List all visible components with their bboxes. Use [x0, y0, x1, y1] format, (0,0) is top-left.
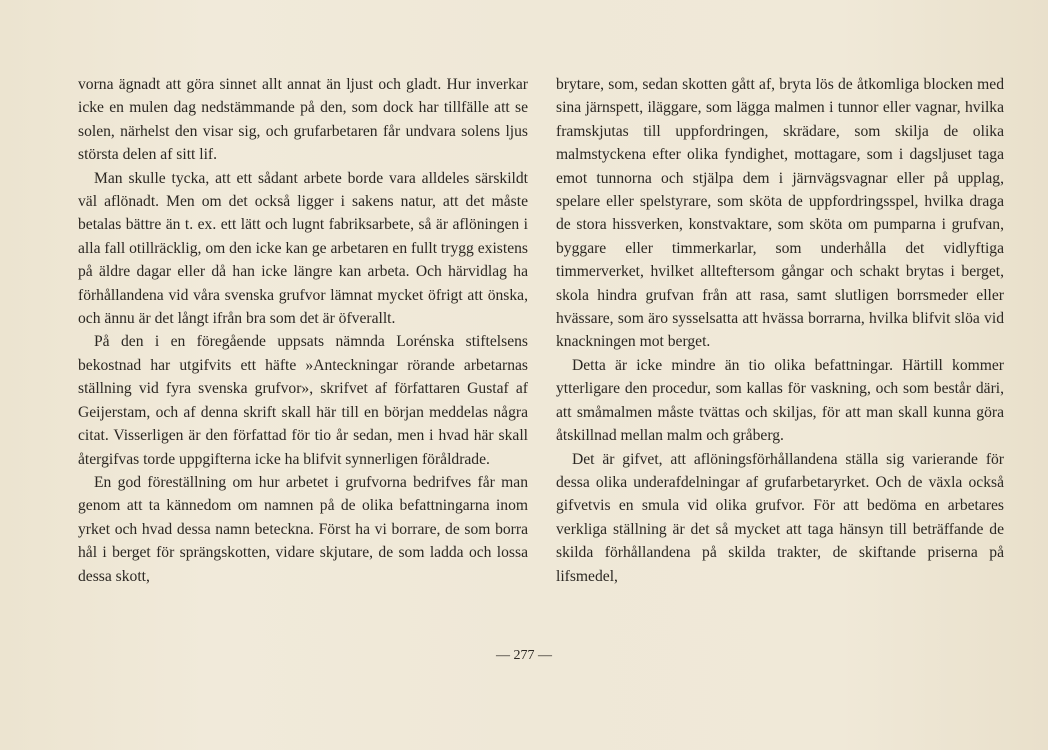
page-number: — 277 —: [496, 648, 552, 663]
paragraph: Man skulle tycka, att ett sådant arbete borde vara alldeles särskildt väl aflönadt. Men om det också ligger i sakens natur, att det måste betalas bättre än t. ex. ett lätt och lugnt fabriksarbete, så är aflöningen i alla fall otillräcklig, om den icke kan ge arbetaren en fullt trygg existens på äldre dagar eller då han icke längre kan arbeta. Och härvidlag ha förhållandena vid våra svenska grufvor lämnat mycket öfrigt att önska, och ännu är det långt ifrån bra som det är öfverallt.: [78, 169, 528, 328]
left-column: [78, 73, 528, 588]
paragraph: brytare, som, sedan skotten gått af, bryta lös de åtkomliga blocken med sina järnspett, iläggare, som lägga malmen i tunnor eller vagnar, hvilka framskjutas till uppfordringen, skrädare, som skilja de olika malmstyckena efter olika fyndighet, mottagare, som i dagsljuset taga emot tunnorna och stjälpa dem i järnvägsvagnar eller på upplag, spelare eller spelstyrare, som sköta de uppfordringsspel, hvilka draga de stora hissverken, konstvaktare, som sköta om pumparna i grufvan, byggare eller timmerkarlar, som underhålla det vidlyftiga timmerverket, hvilket allteftersom gångar och schakt brytas i berget, skola hindra grufvan från att rasa, samt slutligen borrsmeder eller hvässare, som äro sysselsatta att hvässa borrarna, hvilka blifvit slöa vid knackningen mot berget.: [556, 76, 1004, 351]
paragraph: vorna ägnadt att göra sinnet allt annat än ljust och gladt. Hur inverkar icke en mulen dag nedstämmande på den, som dock har tillfälle att se solen, närhelst den visar sig, och grufarbetaren får undvara solens ljus största delen af sitt lif.: [78, 76, 528, 164]
paragraph: Detta är icke mindre än tio olika befattningar. Härtill kommer ytterligare den procedur, som kallas för vaskning, och som består däri, att småmalmen måste tvättas och skiljas, för att man skall kunna göra åtskillnad mellan malm och gråberg.: [556, 356, 1004, 445]
paragraph: På den i en föregående uppsats nämnda Lorénska stiftelsens bekostnad har utgifvits ett häfte »Anteckningar rörande arbetarnas ställning vid fyra svenska grufvor», skrifvet af författaren Gustaf af Geijerstam, och af denna skrift skall här till en början meddelas några citat. Visserligen är den författad för tio år sedan, men i hvad här skall återgifvas torde uppgifterna icke ha blifvit synnerligen föråldrade.: [78, 333, 528, 468]
right-column: [556, 73, 1004, 588]
paragraph: En god föreställning om hur arbetet i grufvorna bedrifves får man genom att ta kännedom om namnen på de olika befattningarna inom yrket och hvad dessa namn beteckna. Först ha vi borrare, de som borra hål i berget för sprängskotten, vidare skjutare, de som ladda och lossa dessa skott,: [78, 473, 528, 585]
paragraph: Det är gifvet, att aflöningsförhållandena ställa sig varierande för dessa olika underafdelningar af grufarbetaryrket. Och de växla också gifvetvis en smula vid olika grufvor. För att bedöma en arbetares verkliga ställning är det så mycket att taga hänsyn till beträffande de skilda förhållandena på skilda trakter, de skiftande priserna på lifsmedel,: [556, 450, 1004, 585]
